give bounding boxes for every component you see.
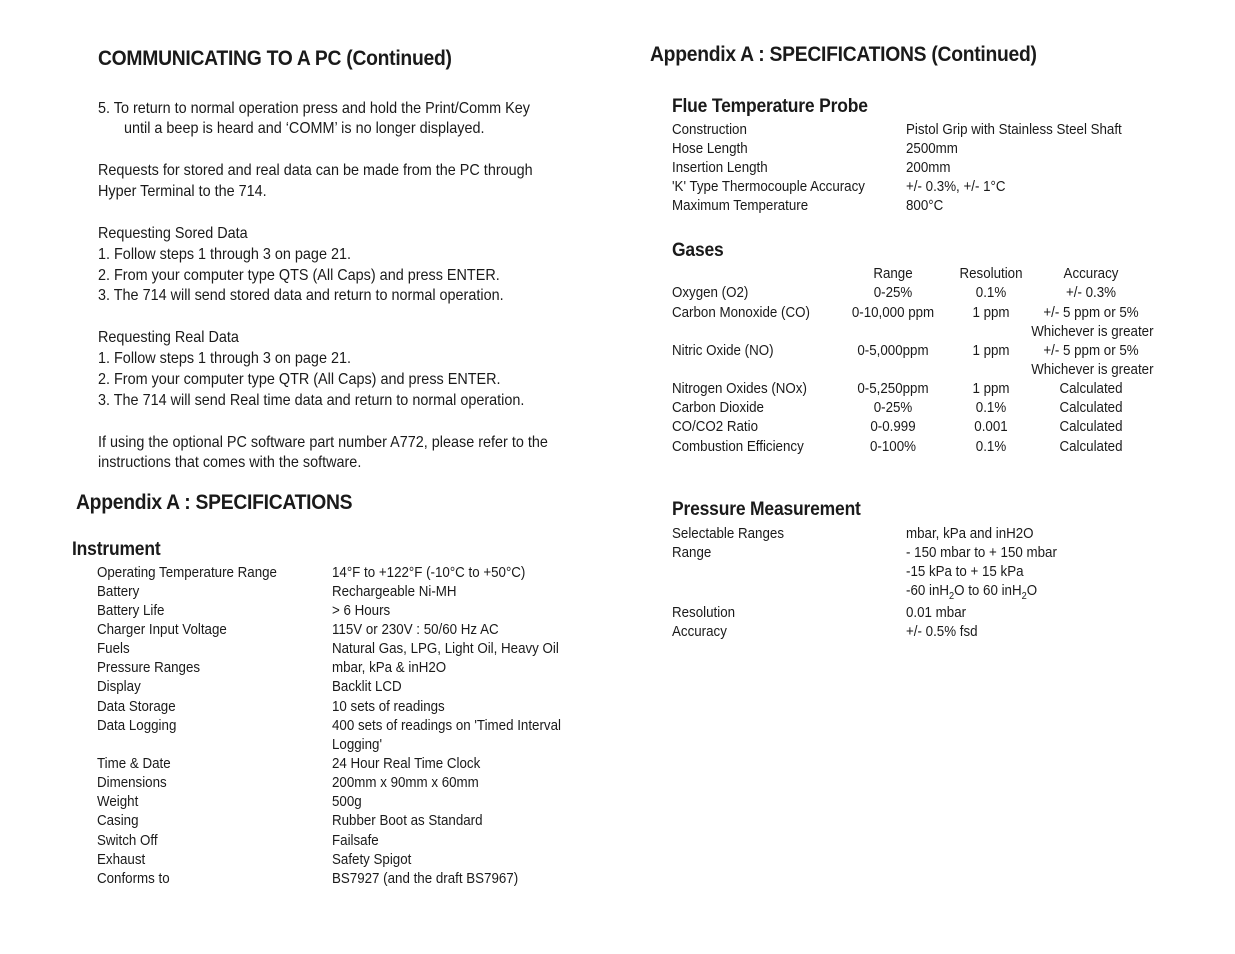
gas-resolution: 0.1%	[975, 285, 1007, 301]
gas-accuracy: Calculated	[1059, 419, 1123, 435]
appendix-title: Appendix A : SPECIFICATIONS	[76, 491, 353, 514]
real-step: 1. Follow steps 1 through 3 on page 21.	[98, 350, 351, 367]
column-header-range: Range	[873, 266, 913, 282]
spec-label: Operating Temperature Range	[97, 565, 277, 581]
gas-accuracy: Whichever is greater	[1031, 324, 1154, 340]
spec-label: Time & Date	[97, 756, 171, 772]
real-data-heading: Requesting Real Data	[98, 329, 239, 346]
gas-row	[0, 304, 1235, 323]
spec-value: -60 inH$_2$O to 60 inH$_2$O	[906, 583, 1038, 602]
spec-label: 'K' Type Thermocouple Accuracy	[672, 179, 865, 195]
spec-label: Range	[672, 545, 712, 561]
spec-label: Hose Length	[672, 141, 748, 157]
spec-label: Exhaust	[97, 852, 146, 868]
gas-resolution: 0.1%	[975, 400, 1007, 416]
spec-value: Rubber Boot as Standard	[332, 813, 483, 829]
gas-resolution: 1 ppm	[972, 381, 1010, 397]
gas-row	[0, 342, 1235, 361]
spec-label: Maximum Temperature	[672, 198, 809, 214]
gas-range: 0-5,250ppm	[857, 381, 929, 397]
gas-accuracy: +/- 5 ppm or 5%	[1043, 305, 1139, 321]
spec-value: 24 Hour Real Time Clock	[332, 756, 481, 772]
spec-label: Battery Life	[97, 603, 165, 619]
column-header-resolution: Resolution	[959, 266, 1023, 282]
spec-value: Safety Spigot	[332, 852, 412, 868]
gases-heading: Gases	[672, 240, 724, 261]
spec-value: 14°F to +122°F (-10°C to +50°C)	[332, 565, 526, 581]
gas-range: 0-10,000 ppm	[851, 305, 935, 321]
software-paragraph-line-2: instructions that comes with the software.	[98, 454, 362, 471]
spec-row	[0, 140, 1235, 159]
spec-value: Pistol Grip with Stainless Steel Shaft	[906, 122, 1122, 138]
spec-value: 0.01 mbar	[906, 605, 967, 621]
real-step: 2. From your computer type QTR (All Caps) and press ENTER.	[98, 371, 501, 388]
gas-row	[0, 284, 1235, 303]
gas-row	[0, 399, 1235, 418]
spec-row	[0, 832, 620, 851]
spec-value: 800°C	[906, 198, 944, 214]
gas-range: 0-25%	[873, 285, 913, 301]
gas-row	[0, 438, 1235, 457]
spec-value: mbar, kPa & inH2O	[332, 660, 447, 676]
column-header-accuracy: Accuracy	[1063, 266, 1119, 282]
gas-accuracy: Calculated	[1059, 381, 1123, 397]
gas-accuracy: +/- 5 ppm or 5%	[1043, 343, 1139, 359]
requests-paragraph-line-1: Requests for stored and real data can be made from the PC through	[98, 162, 533, 179]
gas-accuracy: Calculated	[1059, 439, 1123, 455]
stored-step: 2. From your computer type QTS (All Caps) and press ENTER.	[98, 267, 500, 284]
spec-value: 200mm	[906, 160, 951, 176]
spec-row	[0, 659, 620, 678]
spec-value: BS7927 (and the draft BS7967)	[332, 871, 519, 887]
spec-label: Insertion Length	[672, 160, 768, 176]
spec-label: Switch Off	[97, 833, 158, 849]
software-paragraph-line-1: If using the optional PC software part number A772, please refer to the	[98, 434, 548, 451]
spec-row	[0, 121, 1235, 140]
gas-resolution: 1 ppm	[972, 343, 1010, 359]
gas-name: CO/CO2 Ratio	[672, 419, 759, 435]
spec-row	[0, 793, 620, 812]
spec-label: Conforms to	[97, 871, 170, 887]
spec-value: Backlit LCD	[332, 679, 402, 695]
spec-value: - 150 mbar to + 150 mbar	[906, 545, 1057, 561]
spec-label: Charger Input Voltage	[97, 622, 227, 638]
spec-row	[0, 755, 620, 774]
spec-row	[0, 678, 620, 697]
gas-row	[0, 380, 1235, 399]
page-title-continued: Appendix A : SPECIFICATIONS (Continued)	[650, 43, 1037, 66]
spec-value: > 6 Hours	[332, 603, 391, 619]
gas-resolution: 0.1%	[975, 439, 1007, 455]
spec-value: mbar, kPa and inH2O	[906, 526, 1034, 542]
spec-label: Weight	[97, 794, 139, 810]
real-step: 3. The 714 will send Real time data and return to normal operation.	[98, 392, 525, 409]
instrument-heading: Instrument	[72, 539, 161, 560]
spec-label: Casing	[97, 813, 139, 829]
gases-header-row	[0, 265, 1235, 284]
spec-row	[0, 582, 1235, 601]
step-5-line-2: until a beep is heard and ‘COMM’ is no longer displayed.	[124, 120, 485, 137]
gas-accuracy: Whichever is greater	[1031, 362, 1154, 378]
spec-row	[0, 159, 1235, 178]
spec-label: Selectable Ranges	[672, 526, 784, 542]
spec-value: Natural Gas, LPG, Light Oil, Heavy Oil	[332, 641, 559, 657]
gas-row	[0, 323, 1235, 342]
gas-accuracy: +/- 0.3%	[1065, 285, 1117, 301]
spec-label: Pressure Ranges	[97, 660, 201, 676]
spec-value: Rechargeable Ni-MH	[332, 584, 457, 600]
spec-label: Display	[97, 679, 141, 695]
spec-label: Resolution	[672, 605, 736, 621]
gas-name: Oxygen (O2)	[672, 285, 749, 301]
gas-range: 0-25%	[873, 400, 913, 416]
gas-resolution: 1 ppm	[972, 305, 1010, 321]
spec-value: +/- 0.5% fsd	[906, 624, 978, 640]
flue-probe-heading: Flue Temperature Probe	[672, 96, 868, 117]
step-5-line-1: 5. To return to normal operation press and hold the Print/Comm Key	[98, 100, 530, 117]
spec-row	[0, 178, 1235, 197]
spec-row	[0, 525, 1235, 544]
spec-label: Fuels	[97, 641, 130, 657]
stored-step: 3. The 714 will send stored data and return to normal operation.	[98, 287, 504, 304]
gas-row	[0, 361, 1235, 380]
spec-label: Accuracy	[672, 624, 727, 640]
spec-row	[0, 197, 1235, 216]
spec-value: Logging'	[332, 737, 383, 753]
spec-value: 115V or 230V : 50/60 Hz AC	[332, 622, 499, 638]
gas-name: Nitric Oxide (NO)	[672, 343, 774, 359]
spec-row	[0, 640, 620, 659]
gas-name: Combustion Efficiency	[672, 439, 804, 455]
stored-step: 1. Follow steps 1 through 3 on page 21.	[98, 246, 351, 263]
spec-row	[0, 604, 1235, 623]
spec-row	[0, 774, 620, 793]
spec-row	[0, 717, 620, 736]
spec-value: Failsafe	[332, 833, 379, 849]
spec-value: 200mm x 90mm x 60mm	[332, 775, 479, 791]
spec-value: 2500mm	[906, 141, 958, 157]
spec-row	[0, 563, 1235, 582]
spec-value: 10 sets of readings	[332, 699, 445, 715]
gas-range: 0-5,000ppm	[857, 343, 929, 359]
spec-row	[0, 698, 620, 717]
spec-value: -15 kPa to + 15 kPa	[906, 564, 1024, 580]
spec-row	[0, 870, 620, 889]
spec-label: Dimensions	[97, 775, 167, 791]
spec-label: Data Storage	[97, 699, 176, 715]
spec-label: Construction	[672, 122, 747, 138]
spec-row	[0, 623, 1235, 642]
stored-data-heading: Requesting Sored Data	[98, 225, 248, 242]
gas-name: Carbon Monoxide (CO)	[672, 305, 810, 321]
spec-row	[0, 544, 1235, 563]
gas-range: 0-0.999	[870, 419, 916, 435]
page-title: COMMUNICATING TO A PC (Continued)	[98, 47, 452, 70]
spec-label: Data Logging	[97, 718, 177, 734]
spec-row	[0, 851, 620, 870]
spec-value: 400 sets of readings on 'Timed Interval	[332, 718, 561, 734]
gas-accuracy: Calculated	[1059, 400, 1123, 416]
pressure-heading: Pressure Measurement	[672, 499, 861, 520]
gas-row	[0, 418, 1235, 437]
spec-label: Battery	[97, 584, 140, 600]
gas-resolution: 0.001	[974, 419, 1008, 435]
gas-range: 0-100%	[870, 439, 916, 455]
spec-value: 500g	[332, 794, 362, 810]
gas-name: Nitrogen Oxides (NOx)	[672, 381, 807, 397]
spec-row	[0, 812, 620, 831]
requests-paragraph-line-2: Hyper Terminal to the 714.	[98, 183, 267, 200]
spec-value: +/- 0.3%, +/- 1°C	[906, 179, 1006, 195]
gas-name: Carbon Dioxide	[672, 400, 764, 416]
spec-row	[0, 736, 620, 755]
